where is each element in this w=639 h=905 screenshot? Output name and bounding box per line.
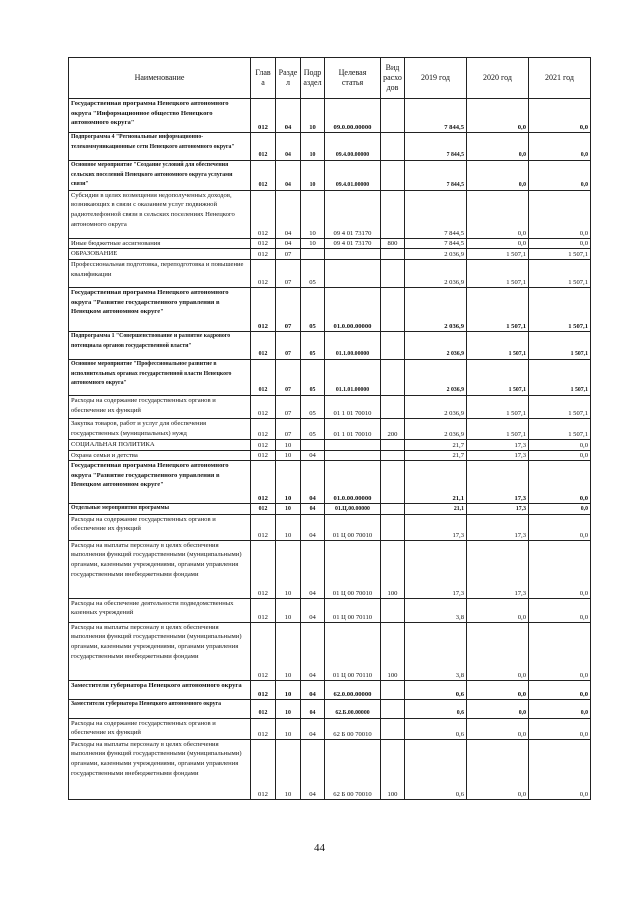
cell-name: Основное мероприятие "Профессиональное развитие в исполнительных органах государственной власти Ненецкого автономного округа" bbox=[69, 359, 251, 395]
table-row bbox=[69, 504, 591, 515]
cell-y2020: 1 507,1 bbox=[467, 259, 529, 287]
cell-y2020: 1 507,1 bbox=[467, 287, 529, 331]
table-row bbox=[69, 699, 591, 718]
cell-podrazdel: 10 bbox=[301, 99, 325, 133]
cell-podrazdel: 04 bbox=[301, 598, 325, 622]
cell-glava: 012 bbox=[251, 598, 276, 622]
cell-y2021: 0,0 bbox=[529, 504, 591, 515]
cell-y2021: 1 507,1 bbox=[529, 395, 591, 418]
cell-podrazdel bbox=[301, 249, 325, 260]
cell-razdel: 07 bbox=[276, 418, 301, 439]
cell-y2020: 0,0 bbox=[467, 598, 529, 622]
table-row bbox=[69, 259, 591, 287]
cell-glava: 012 bbox=[251, 287, 276, 331]
cell-y2019: 17,3 bbox=[405, 540, 467, 598]
cell-name: Расходы на содержание государственных органов и обеспечение их функций bbox=[69, 514, 251, 540]
cell-name: Охрана семьи и детства bbox=[69, 450, 251, 461]
cell-target bbox=[325, 259, 381, 287]
cell-y2021: 1 507,1 bbox=[529, 259, 591, 287]
cell-glava: 012 bbox=[251, 739, 276, 799]
cell-glava: 012 bbox=[251, 504, 276, 515]
cell-target: 01.1.01.00000 bbox=[325, 359, 381, 395]
cell-glava: 012 bbox=[251, 622, 276, 680]
cell-name: Иные бюджетные ассигнования bbox=[69, 238, 251, 249]
cell-y2021: 0,0 bbox=[529, 739, 591, 799]
cell-vid bbox=[381, 680, 405, 699]
cell-vid bbox=[381, 718, 405, 739]
table-row bbox=[69, 190, 591, 238]
cell-y2020: 0,0 bbox=[467, 622, 529, 680]
header-name: Наименование bbox=[69, 58, 251, 99]
cell-razdel: 04 bbox=[276, 161, 301, 191]
cell-name: Расходы на обеспечение деятельности подведомственных казенных учреждений bbox=[69, 598, 251, 622]
table-row bbox=[69, 359, 591, 395]
cell-glava: 012 bbox=[251, 249, 276, 260]
cell-vid bbox=[381, 395, 405, 418]
cell-name: Расходы на выплаты персоналу в целях обеспечения выполнения функций государственными (муниципальными) органами, казенными учреждениями, органами управления государственными внебюджетными фондами bbox=[69, 739, 251, 799]
cell-y2019: 0,6 bbox=[405, 739, 467, 799]
cell-razdel: 04 bbox=[276, 133, 301, 161]
cell-target: 01.1.00.00000 bbox=[325, 331, 381, 359]
cell-y2019: 2 036,9 bbox=[405, 287, 467, 331]
table-row bbox=[69, 418, 591, 439]
cell-y2020: 17,3 bbox=[467, 439, 529, 450]
cell-name: Расходы на выплаты персоналу в целях обеспечения выполнения функций государственными (муниципальными) органами, казенными учреждениями, органами управления государственными внебюджетными фондами bbox=[69, 622, 251, 680]
cell-y2020: 0,0 bbox=[467, 238, 529, 249]
cell-y2021: 0,0 bbox=[529, 622, 591, 680]
cell-razdel: 04 bbox=[276, 99, 301, 133]
cell-target: 01 1 01 70010 bbox=[325, 395, 381, 418]
table-row bbox=[69, 598, 591, 622]
cell-y2021: 1 507,1 bbox=[529, 359, 591, 395]
header-glava: Глав а bbox=[251, 58, 276, 99]
cell-y2021: 0,0 bbox=[529, 540, 591, 598]
cell-vid bbox=[381, 99, 405, 133]
cell-vid bbox=[381, 287, 405, 331]
cell-y2019: 2 036,9 bbox=[405, 359, 467, 395]
cell-podrazdel: 10 bbox=[301, 190, 325, 238]
cell-name: Расходы на содержание государственных органов и обеспечение их функций bbox=[69, 718, 251, 739]
cell-y2019: 2 036,9 bbox=[405, 259, 467, 287]
cell-vid bbox=[381, 133, 405, 161]
cell-y2021: 0,0 bbox=[529, 190, 591, 238]
cell-vid bbox=[381, 331, 405, 359]
cell-y2020: 17,3 bbox=[467, 450, 529, 461]
table-row bbox=[69, 739, 591, 799]
cell-target bbox=[325, 249, 381, 260]
cell-razdel: 07 bbox=[276, 259, 301, 287]
cell-y2021: 1 507,1 bbox=[529, 331, 591, 359]
table-header-row bbox=[69, 58, 591, 99]
cell-glava: 012 bbox=[251, 540, 276, 598]
cell-vid bbox=[381, 504, 405, 515]
cell-y2020: 1 507,1 bbox=[467, 359, 529, 395]
cell-vid bbox=[381, 598, 405, 622]
cell-glava: 012 bbox=[251, 99, 276, 133]
cell-target bbox=[325, 439, 381, 450]
header-2021: 2021 год bbox=[529, 58, 591, 99]
table-row bbox=[69, 680, 591, 699]
cell-y2019: 2 036,9 bbox=[405, 418, 467, 439]
cell-y2020: 0,0 bbox=[467, 133, 529, 161]
cell-target: 09 4 01 73170 bbox=[325, 190, 381, 238]
cell-name: Субсидии в целях возмещения недополученных доходов, возникающих в связи с оказанием услуг подвижной радиотелефонной связи в сельских поселениях Ненецкого автономного округа bbox=[69, 190, 251, 238]
cell-podrazdel: 05 bbox=[301, 395, 325, 418]
cell-y2019: 0,6 bbox=[405, 718, 467, 739]
cell-razdel: 10 bbox=[276, 739, 301, 799]
cell-vid: 100 bbox=[381, 540, 405, 598]
cell-y2021: 0,0 bbox=[529, 450, 591, 461]
cell-target: 09.4.00.00000 bbox=[325, 133, 381, 161]
cell-y2020: 1 507,1 bbox=[467, 418, 529, 439]
header-2020: 2020 год bbox=[467, 58, 529, 99]
cell-podrazdel: 05 bbox=[301, 418, 325, 439]
cell-vid bbox=[381, 249, 405, 260]
header-podrazdel: Подр аздел bbox=[301, 58, 325, 99]
header-2019: 2019 год bbox=[405, 58, 467, 99]
cell-glava: 012 bbox=[251, 718, 276, 739]
cell-y2021: 0,0 bbox=[529, 439, 591, 450]
cell-glava: 012 bbox=[251, 461, 276, 504]
page-number: 44 bbox=[314, 842, 325, 854]
cell-target: 09 4 01 73170 bbox=[325, 238, 381, 249]
cell-podrazdel: 04 bbox=[301, 680, 325, 699]
cell-target: 62 Б 00 70010 bbox=[325, 718, 381, 739]
cell-name: Государственная программа Ненецкого автономного округа "Развитие государственного управления в Ненецком автономном округе" bbox=[69, 287, 251, 331]
cell-name: Расходы на содержание государственных органов и обеспечение их функций bbox=[69, 395, 251, 418]
cell-vid bbox=[381, 461, 405, 504]
table-row bbox=[69, 249, 591, 260]
cell-glava: 012 bbox=[251, 439, 276, 450]
cell-razdel: 07 bbox=[276, 331, 301, 359]
cell-glava: 012 bbox=[251, 418, 276, 439]
cell-y2020: 17,3 bbox=[467, 514, 529, 540]
cell-vid: 200 bbox=[381, 418, 405, 439]
cell-glava: 012 bbox=[251, 238, 276, 249]
cell-podrazdel: 04 bbox=[301, 622, 325, 680]
cell-y2019: 0,6 bbox=[405, 699, 467, 718]
cell-y2021: 1 507,1 bbox=[529, 287, 591, 331]
cell-name: Заместители губернатора Ненецкого автономного округа bbox=[69, 699, 251, 718]
cell-y2021: 0,0 bbox=[529, 133, 591, 161]
cell-y2021: 0,0 bbox=[529, 699, 591, 718]
header-vid: Вид расхо дов bbox=[381, 58, 405, 99]
cell-razdel: 10 bbox=[276, 540, 301, 598]
cell-razdel: 07 bbox=[276, 287, 301, 331]
cell-razdel: 10 bbox=[276, 598, 301, 622]
table-row bbox=[69, 133, 591, 161]
table-row bbox=[69, 514, 591, 540]
cell-vid: 100 bbox=[381, 622, 405, 680]
cell-podrazdel: 04 bbox=[301, 540, 325, 598]
cell-vid bbox=[381, 450, 405, 461]
cell-glava: 012 bbox=[251, 514, 276, 540]
cell-y2019: 21,1 bbox=[405, 504, 467, 515]
cell-y2020: 17,3 bbox=[467, 504, 529, 515]
cell-podrazdel: 04 bbox=[301, 450, 325, 461]
cell-target: 01 Ц 00 70110 bbox=[325, 598, 381, 622]
cell-vid bbox=[381, 161, 405, 191]
cell-vid bbox=[381, 359, 405, 395]
cell-podrazdel: 04 bbox=[301, 504, 325, 515]
table-body bbox=[69, 99, 591, 800]
table-row bbox=[69, 461, 591, 504]
cell-target: 01 1 01 70010 bbox=[325, 418, 381, 439]
cell-y2021: 0,0 bbox=[529, 99, 591, 133]
cell-vid bbox=[381, 190, 405, 238]
cell-y2020: 1 507,1 bbox=[467, 331, 529, 359]
cell-glava: 012 bbox=[251, 259, 276, 287]
cell-podrazdel: 10 bbox=[301, 133, 325, 161]
header-target: Целевая статья bbox=[325, 58, 381, 99]
cell-y2019: 7 844,5 bbox=[405, 238, 467, 249]
cell-y2020: 0,0 bbox=[467, 699, 529, 718]
cell-razdel: 10 bbox=[276, 504, 301, 515]
cell-y2020: 1 507,1 bbox=[467, 249, 529, 260]
cell-razdel: 10 bbox=[276, 461, 301, 504]
cell-podrazdel: 04 bbox=[301, 739, 325, 799]
table-row bbox=[69, 450, 591, 461]
cell-razdel: 10 bbox=[276, 514, 301, 540]
cell-target: 01.0.00.00000 bbox=[325, 461, 381, 504]
cell-y2019: 21,1 bbox=[405, 461, 467, 504]
cell-target bbox=[325, 450, 381, 461]
cell-podrazdel: 04 bbox=[301, 461, 325, 504]
cell-y2021: 1 507,1 bbox=[529, 418, 591, 439]
cell-razdel: 10 bbox=[276, 699, 301, 718]
table-row bbox=[69, 161, 591, 191]
cell-razdel: 10 bbox=[276, 450, 301, 461]
cell-y2020: 1 507,1 bbox=[467, 395, 529, 418]
cell-y2020: 0,0 bbox=[467, 739, 529, 799]
cell-target: 01 Ц 00 70010 bbox=[325, 540, 381, 598]
cell-y2021: 0,0 bbox=[529, 161, 591, 191]
cell-y2020: 0,0 bbox=[467, 99, 529, 133]
cell-podrazdel: 04 bbox=[301, 699, 325, 718]
cell-glava: 012 bbox=[251, 395, 276, 418]
cell-razdel: 04 bbox=[276, 190, 301, 238]
cell-glava: 012 bbox=[251, 161, 276, 191]
cell-y2019: 21,7 bbox=[405, 439, 467, 450]
cell-podrazdel: 05 bbox=[301, 331, 325, 359]
cell-glava: 012 bbox=[251, 450, 276, 461]
cell-name: Заместители губернатора Ненецкого автономного округа bbox=[69, 680, 251, 699]
cell-vid bbox=[381, 514, 405, 540]
header-razdel: Разде л bbox=[276, 58, 301, 99]
cell-y2019: 21,7 bbox=[405, 450, 467, 461]
cell-razdel: 10 bbox=[276, 439, 301, 450]
cell-name: Государственная программа Ненецкого автономного округа "Развитие государственного управления в Ненецком автономном округе" bbox=[69, 461, 251, 504]
cell-name: Подпрограмма 4 "Региональные информационно-телекоммуникационные сети Ненецкого автономного округа" bbox=[69, 133, 251, 161]
cell-y2019: 2 036,9 bbox=[405, 331, 467, 359]
cell-y2020: 0,0 bbox=[467, 161, 529, 191]
cell-glava: 012 bbox=[251, 359, 276, 395]
cell-y2019: 2 036,9 bbox=[405, 249, 467, 260]
cell-y2021: 0,0 bbox=[529, 514, 591, 540]
cell-y2020: 0,0 bbox=[467, 680, 529, 699]
cell-razdel: 10 bbox=[276, 680, 301, 699]
cell-y2021: 1 507,1 bbox=[529, 249, 591, 260]
cell-target: 62 Б 00 70010 bbox=[325, 739, 381, 799]
cell-glava: 012 bbox=[251, 190, 276, 238]
cell-glava: 012 bbox=[251, 331, 276, 359]
cell-y2019: 3,8 bbox=[405, 622, 467, 680]
cell-target: 09.4.01.00000 bbox=[325, 161, 381, 191]
cell-y2020: 0,0 bbox=[467, 718, 529, 739]
cell-y2021: 0,0 bbox=[529, 598, 591, 622]
cell-razdel: 10 bbox=[276, 718, 301, 739]
table-row bbox=[69, 439, 591, 450]
table-row bbox=[69, 331, 591, 359]
table-row bbox=[69, 395, 591, 418]
table-row bbox=[69, 287, 591, 331]
cell-podrazdel: 05 bbox=[301, 259, 325, 287]
cell-target: 01 Ц 00 70110 bbox=[325, 622, 381, 680]
budget-table bbox=[68, 57, 591, 800]
cell-razdel: 04 bbox=[276, 238, 301, 249]
cell-podrazdel: 04 bbox=[301, 514, 325, 540]
cell-name: Профессиональная подготовка, переподготовка и повышение квалификации bbox=[69, 259, 251, 287]
cell-razdel: 07 bbox=[276, 359, 301, 395]
cell-vid: 800 bbox=[381, 238, 405, 249]
cell-y2019: 7 844,5 bbox=[405, 190, 467, 238]
cell-podrazdel: 05 bbox=[301, 359, 325, 395]
cell-y2019: 7 844,5 bbox=[405, 161, 467, 191]
table-row bbox=[69, 622, 591, 680]
cell-podrazdel: 04 bbox=[301, 718, 325, 739]
table-row bbox=[69, 238, 591, 249]
cell-y2019: 3,8 bbox=[405, 598, 467, 622]
cell-vid bbox=[381, 259, 405, 287]
cell-y2019: 0,6 bbox=[405, 680, 467, 699]
cell-name: Расходы на выплаты персоналу в целях обеспечения выполнения функций государственными (муниципальными) органами, казенными учреждениями, органами управления государственными внебюджетными фондами bbox=[69, 540, 251, 598]
cell-podrazdel: 10 bbox=[301, 238, 325, 249]
cell-vid bbox=[381, 439, 405, 450]
cell-y2021: 0,0 bbox=[529, 718, 591, 739]
cell-name: Основное мероприятие "Создание условий для обеспечения сельских поселений Ненецкого автономного округа услугами связи" bbox=[69, 161, 251, 191]
cell-y2019: 7 844,5 bbox=[405, 133, 467, 161]
cell-name: СОЦИАЛЬНАЯ ПОЛИТИКА bbox=[69, 439, 251, 450]
cell-target: 01.Ц.00.00000 bbox=[325, 504, 381, 515]
cell-name: Отдельные мероприятия программы bbox=[69, 504, 251, 515]
cell-vid bbox=[381, 699, 405, 718]
cell-razdel: 07 bbox=[276, 395, 301, 418]
cell-y2019: 7 844,5 bbox=[405, 99, 467, 133]
cell-y2020: 17,3 bbox=[467, 540, 529, 598]
cell-razdel: 10 bbox=[276, 622, 301, 680]
cell-y2020: 0,0 bbox=[467, 190, 529, 238]
cell-podrazdel: 10 bbox=[301, 161, 325, 191]
cell-vid: 100 bbox=[381, 739, 405, 799]
cell-razdel: 07 bbox=[276, 249, 301, 260]
cell-y2019: 2 036,9 bbox=[405, 395, 467, 418]
cell-podrazdel: 05 bbox=[301, 287, 325, 331]
cell-name: Государственная программа Ненецкого автономного округа "Информационное общество Ненецкого автономного округа" bbox=[69, 99, 251, 133]
cell-podrazdel bbox=[301, 439, 325, 450]
cell-name: ОБРАЗОВАНИЕ bbox=[69, 249, 251, 260]
cell-y2021: 0,0 bbox=[529, 461, 591, 504]
cell-glava: 012 bbox=[251, 699, 276, 718]
table-row bbox=[69, 540, 591, 598]
cell-target: 01 Ц 00 70010 bbox=[325, 514, 381, 540]
table-row bbox=[69, 99, 591, 133]
cell-target: 62.Б.00.00000 bbox=[325, 699, 381, 718]
cell-y2021: 0,0 bbox=[529, 680, 591, 699]
cell-glava: 012 bbox=[251, 133, 276, 161]
cell-target: 01.0.00.00000 bbox=[325, 287, 381, 331]
cell-name: Подпрограмма 1 "Совершенствование и развитие кадрового потенциала органов государственной власти" bbox=[69, 331, 251, 359]
cell-y2019: 17,3 bbox=[405, 514, 467, 540]
cell-target: 62.0.00.00000 bbox=[325, 680, 381, 699]
cell-y2020: 17,3 bbox=[467, 461, 529, 504]
table-row bbox=[69, 718, 591, 739]
cell-glava: 012 bbox=[251, 680, 276, 699]
cell-target: 09.0.00.00000 bbox=[325, 99, 381, 133]
cell-y2021: 0,0 bbox=[529, 238, 591, 249]
cell-name: Закупка товаров, работ и услуг для обеспечения государственных (муниципальных) нужд bbox=[69, 418, 251, 439]
